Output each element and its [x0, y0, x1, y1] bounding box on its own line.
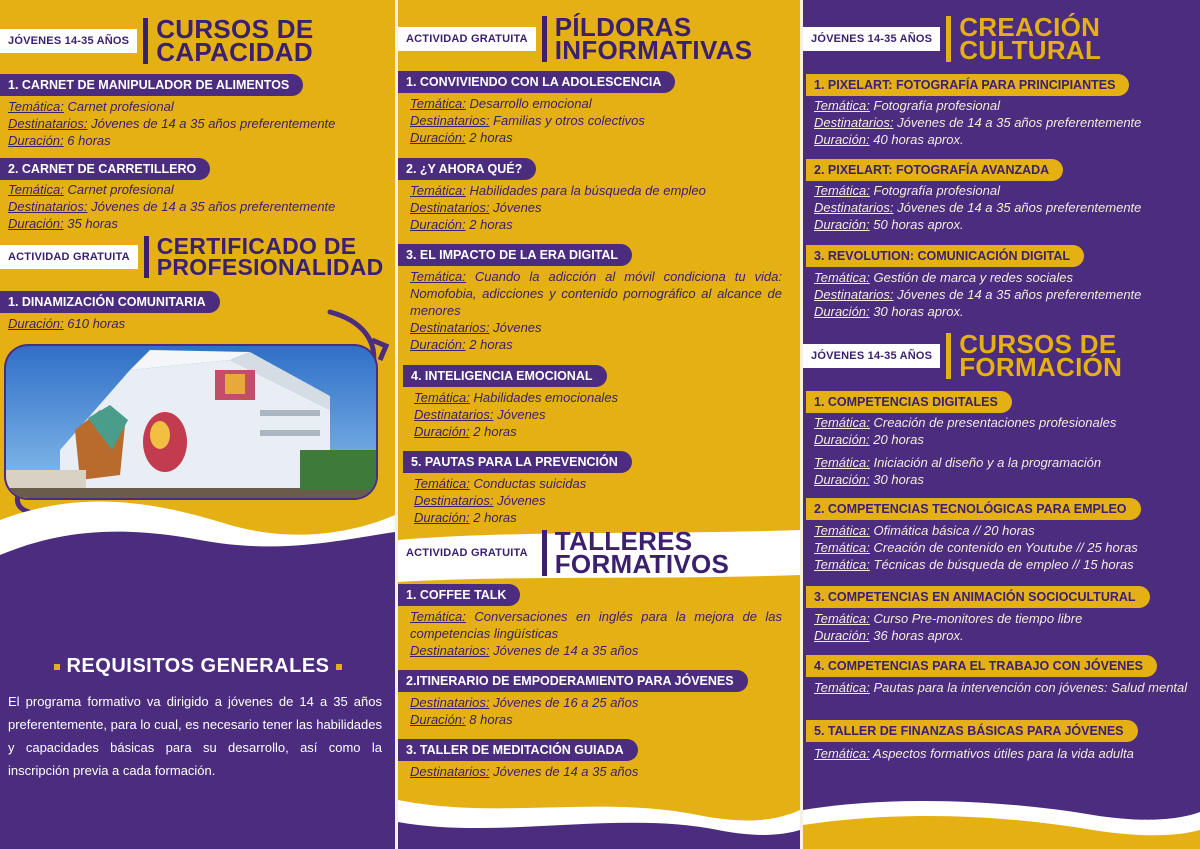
tematica-label: Temática: [814, 523, 870, 538]
destinatarios-value: Jóvenes de 14 a 35 años [493, 643, 639, 658]
duracion-label: Duración: [410, 130, 466, 145]
course-title: 2. PIXELART: FOTOGRAFÍA AVANZADA [806, 159, 1063, 181]
bullet-dot [54, 664, 60, 670]
banner-divider [144, 236, 149, 278]
section-title: TALLERES FORMATIVOS [554, 526, 730, 579]
tematica-value: Pautas para la intervención con jóvenes: Salud mental [873, 680, 1188, 695]
tematica-label: Temática: [814, 98, 870, 113]
duracion-label: Duración: [410, 337, 466, 352]
tematica-label: Temática: [414, 476, 470, 491]
tematica-value: Técnicas de búsqueda de empleo // 15 horas [873, 557, 1134, 572]
banner-pildoras [398, 12, 753, 65]
duracion-label: Duración: [410, 217, 466, 232]
duracion-label: Duración: [814, 217, 870, 232]
course-title: 3. REVOLUTION: COMUNICACIÓN DIGITAL [806, 245, 1084, 267]
destinatarios-value: Jóvenes de 14 a 35 años preferentemente [897, 200, 1142, 215]
course-info [814, 610, 1194, 644]
destinatarios-label: Destinatarios: [814, 287, 894, 302]
course-title: 3. EL IMPACTO DE LA ERA DIGITAL [398, 244, 632, 266]
course-title: 3. COMPETENCIAS EN ANIMACIÓN SOCIOCULTURAL [806, 586, 1150, 608]
banner-certificado [0, 233, 384, 280]
tematica-value: Fotografía profesional [873, 98, 1000, 113]
course-info [410, 694, 790, 728]
course-title: 2. ¿Y AHORA QUÉ? [398, 158, 536, 180]
duracion-value: 2 horas [469, 130, 513, 145]
destinatarios-value: Jóvenes de 14 a 35 años preferentemente [91, 199, 336, 214]
banner-talleres [398, 526, 730, 579]
tematica-label: Temática: [814, 183, 870, 198]
tematica-value: Creación de presentaciones profesionales [873, 415, 1117, 430]
tematica-label: Temática: [410, 96, 466, 111]
requisitos-text: El programa formativo va dirigido a jóvenes de 14 a 35 años preferentemente, para lo cual, es necesario tener las habilidades y capacidades básicas para su desarrollo, así como la inscripción previa a cada formación. [8, 694, 382, 778]
tematica-label: Temática: [814, 557, 870, 572]
course-info [410, 608, 782, 659]
destinatarios-label: Destinatarios: [414, 493, 494, 508]
panel-left [0, 0, 395, 849]
requisitos-title [18, 655, 378, 678]
tematica-value: Fotografía profesional [873, 183, 1000, 198]
course-info [8, 98, 388, 149]
tematica-label: Temática: [8, 99, 64, 114]
tematica-value: Conductas suicidas [473, 476, 587, 491]
duracion-label: Duración: [414, 424, 470, 439]
duracion-value: 20 horas [873, 432, 924, 447]
tematica-label: Temática: [814, 455, 870, 470]
course-title: 2.ITINERARIO DE EMPODERAMIENTO PARA JÓVENES [398, 670, 748, 692]
duracion-label: Duración: [814, 432, 870, 447]
banner-divider [542, 16, 547, 62]
course-info [814, 97, 1194, 148]
tematica-label: Temática: [8, 182, 64, 197]
free-activity-badge: ACTIVIDAD GRATUITA [0, 245, 138, 269]
tematica-label: Temática: [814, 680, 870, 695]
destinatarios-label: Destinatarios: [410, 695, 490, 710]
course-title: 1. COMPETENCIAS DIGITALES [806, 391, 1012, 413]
course-title: 1. COFFEE TALK [398, 584, 520, 606]
course-title: 5. PAUTAS PARA LA PREVENCIÓN [403, 451, 632, 473]
destinatarios-label: Destinatarios: [8, 116, 88, 131]
tematica-value: Gestión de marca y redes sociales [873, 270, 1073, 285]
course-info [410, 763, 790, 780]
panel-center [398, 0, 800, 849]
tematica-value: Desarrollo emocional [469, 96, 592, 111]
duracion-value: 50 horas aprox. [873, 217, 964, 232]
tematica-value: Conversaciones en inglés para la mejora de las competencias lingüísticas [410, 609, 782, 641]
course-title: 1. PIXELART: FOTOGRAFÍA PARA PRINCIPIANTES [806, 74, 1129, 96]
course-info [814, 522, 1200, 573]
tematica-value: Habilidades para la búsqueda de empleo [469, 183, 706, 198]
duracion-label: Duración: [8, 316, 64, 331]
requisitos-title-text: REQUISITOS GENERALES [66, 655, 330, 677]
bullet-dot [336, 664, 342, 670]
section-title: CREACIÓN CULTURAL [959, 12, 1102, 65]
banner-cursos-capacidad [0, 14, 314, 67]
duracion-value: 2 horas [473, 424, 517, 439]
course-info [814, 182, 1194, 233]
destinatarios-label: Destinatarios: [410, 764, 490, 779]
banner-creacion [803, 12, 1102, 65]
duracion-value: 610 horas [67, 316, 126, 331]
duracion-value: 35 horas [67, 216, 118, 231]
duracion-label: Duración: [814, 472, 870, 487]
bottom-wave [398, 780, 800, 849]
section-title: CURSOS DE FORMACIÓN [959, 329, 1123, 382]
duracion-value: 30 horas aprox. [873, 304, 964, 319]
tematica-value: Cuando la adicción al móvil condiciona tu vida: Nomofobia, adicciones y contenido pornográfico al alcance de menores [410, 269, 782, 318]
destinatarios-label: Destinatarios: [814, 115, 894, 130]
duracion-value: 36 horas aprox. [873, 628, 964, 643]
tematica-value: Creación de contenido en Youtube // 25 horas [873, 540, 1138, 555]
tematica-value: Carnet profesional [67, 99, 174, 114]
destinatarios-label: Destinatarios: [414, 407, 494, 422]
section-title: CERTIFICADO DE PROFESIONALIDAD [156, 233, 384, 280]
tematica-label: Temática: [814, 540, 870, 555]
destinatarios-label: Destinatarios: [814, 200, 894, 215]
banner-formacion [803, 329, 1123, 382]
tematica-value: Ofimática básica // 20 horas [873, 523, 1035, 538]
course-info [410, 182, 790, 233]
duracion-value: 2 horas [469, 217, 513, 232]
duracion-value: 8 horas [469, 712, 513, 727]
destinatarios-label: Destinatarios: [8, 199, 88, 214]
duracion-value: 6 horas [67, 133, 111, 148]
course-info [814, 269, 1194, 320]
course-title: 3. TALLER DE MEDITACIÓN GUIADA [398, 739, 638, 761]
banner-divider [946, 16, 951, 62]
course-title: 1. CONVIVIENDO CON LA ADOLESCENCIA [398, 71, 675, 93]
duracion-label: Duración: [814, 628, 870, 643]
banner-divider [946, 333, 951, 379]
destinatarios-value: Jóvenes [497, 407, 546, 422]
destinatarios-label: Destinatarios: [410, 200, 490, 215]
destinatarios-value: Jóvenes de 14 a 35 años preferentemente [91, 116, 336, 131]
course-info [814, 414, 1194, 488]
duracion-label: Duración: [8, 133, 64, 148]
section-title: PÍLDORAS INFORMATIVAS [554, 12, 753, 65]
free-activity-badge: ACTIVIDAD GRATUITA [398, 541, 536, 565]
duracion-label: Duración: [410, 712, 466, 727]
tematica-value: Carnet profesional [67, 182, 174, 197]
tematica-label: Temática: [814, 270, 870, 285]
course-title: 2. CARNET DE CARRETILLERO [0, 158, 210, 180]
duracion-value: 30 horas [873, 472, 924, 487]
tematica-label: Temática: [814, 415, 870, 430]
audience-badge: JÓVENES 14-35 AÑOS [803, 27, 940, 51]
destinatarios-value: Jóvenes [493, 200, 542, 215]
destinatarios-label: Destinatarios: [410, 113, 490, 128]
tematica-label: Temática: [814, 611, 870, 626]
course-title: 5. TALLER DE FINANZAS BÁSICAS PARA JÓVENES [806, 720, 1138, 742]
tematica-value: Iniciación al diseño y a la programación [873, 455, 1102, 470]
course-title: 1. CARNET DE MANIPULADOR DE ALIMENTOS [0, 74, 303, 96]
course-info [410, 95, 790, 146]
destinatarios-value: Jóvenes de 14 a 35 años preferentemente [897, 115, 1142, 130]
tematica-label: Temática: [414, 390, 470, 405]
duracion-label: Duración: [414, 510, 470, 525]
duracion-value: 2 horas [469, 337, 513, 352]
audience-badge: JÓVENES 14-35 AÑOS [803, 344, 940, 368]
tematica-label: Temática: [410, 609, 466, 624]
destinatarios-value: Jóvenes [493, 320, 542, 335]
course-info [414, 475, 790, 526]
tematica-label: Temática: [410, 183, 466, 198]
bottom-wave [803, 770, 1200, 849]
duracion-label: Duración: [8, 216, 64, 231]
tematica-value: Curso Pre-monitores de tiempo libre [873, 611, 1083, 626]
duracion-label: Duración: [814, 132, 870, 147]
course-info [814, 745, 1191, 762]
destinatarios-value: Jóvenes de 16 a 25 años [493, 695, 639, 710]
course-title: 2. COMPETENCIAS TECNOLÓGICAS PARA EMPLEO [806, 498, 1141, 520]
destinatarios-value: Familias y otros colectivos [493, 113, 645, 128]
tematica-value: Habilidades emocionales [473, 390, 619, 405]
banner-divider [542, 530, 547, 576]
tematica-label: Temática: [410, 269, 466, 284]
free-activity-badge: ACTIVIDAD GRATUITA [398, 27, 536, 51]
course-info [410, 268, 782, 353]
tematica-value: Aspectos formativos útiles para la vida adulta [873, 746, 1134, 761]
course-info [8, 181, 388, 232]
course-info [814, 679, 1191, 696]
course-info [414, 389, 790, 440]
tematica-label: Temática: [814, 746, 870, 761]
course-title: 1. DINAMIZACIÓN COMUNITARIA [0, 291, 220, 313]
course-title: 4. INTELIGENCIA EMOCIONAL [403, 365, 607, 387]
banner-divider [143, 18, 148, 64]
section-title: CURSOS DE CAPACIDAD [156, 14, 314, 67]
course-title: 4. COMPETENCIAS PARA EL TRABAJO CON JÓVENES [806, 655, 1157, 677]
destinatarios-label: Destinatarios: [410, 643, 490, 658]
destinatarios-value: Jóvenes de 14 a 35 años [493, 764, 639, 779]
duracion-value: 2 horas [473, 510, 517, 525]
duracion-label: Duración: [814, 304, 870, 319]
destinatarios-value: Jóvenes de 14 a 35 años preferentemente [897, 287, 1142, 302]
panel-right [803, 0, 1200, 849]
destinatarios-label: Destinatarios: [410, 320, 490, 335]
audience-badge: JÓVENES 14-35 AÑOS [0, 29, 137, 53]
duracion-value: 40 horas aprox. [873, 132, 964, 147]
destinatarios-value: Jóvenes [497, 493, 546, 508]
